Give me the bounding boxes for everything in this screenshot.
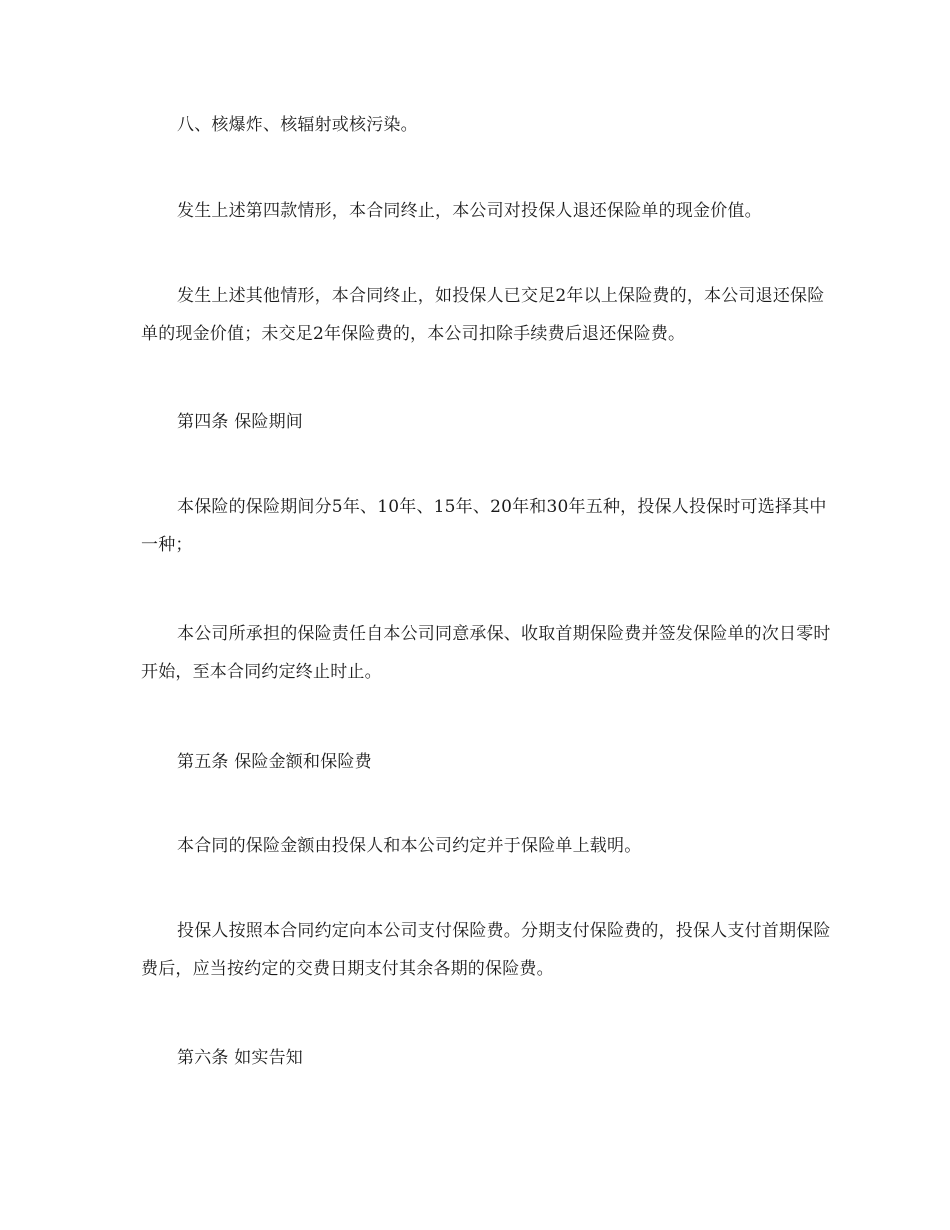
insurance-period-paragraph: 本保险的保险期间分5年、10年、15年、20年和30年五种，投保人投保时可选择其中一种；	[141, 497, 827, 555]
clause-item-8: 八、核爆炸、核辐射或核污染。	[177, 115, 418, 135]
liability-start-paragraph: 本公司所承担的保险责任自本公司同意承保、收取首期保险费并签发保险单的次日零时开始，至本合同约定终止时止。	[141, 624, 831, 682]
premium-payment-paragraph: 投保人按照本合同约定向本公司支付保险费。分期支付保险费的，投保人支付首期保险费后，应当按约定的交费日期支付其余各期的保险费。	[141, 921, 831, 979]
sum-insured-paragraph: 本合同的保险金额由投保人和本公司约定并于保险单上载明。	[177, 836, 642, 856]
termination-paragraph-1: 发生上述第四款情形，本合同终止，本公司对投保人退还保险单的现金价值。	[177, 201, 762, 221]
article-5-heading: 第五条 保险金额和保险费	[177, 752, 372, 772]
article-4-heading: 第四条 保险期间	[177, 412, 304, 432]
termination-paragraph-2: 发生上述其他情形，本合同终止，如投保人已交足2年以上保险费的，本公司退还保险单的现金价值；未交足2年保险费的，本公司扣除手续费后退还保险费。	[141, 286, 825, 344]
article-6-heading: 第六条 如实告知	[177, 1048, 304, 1068]
